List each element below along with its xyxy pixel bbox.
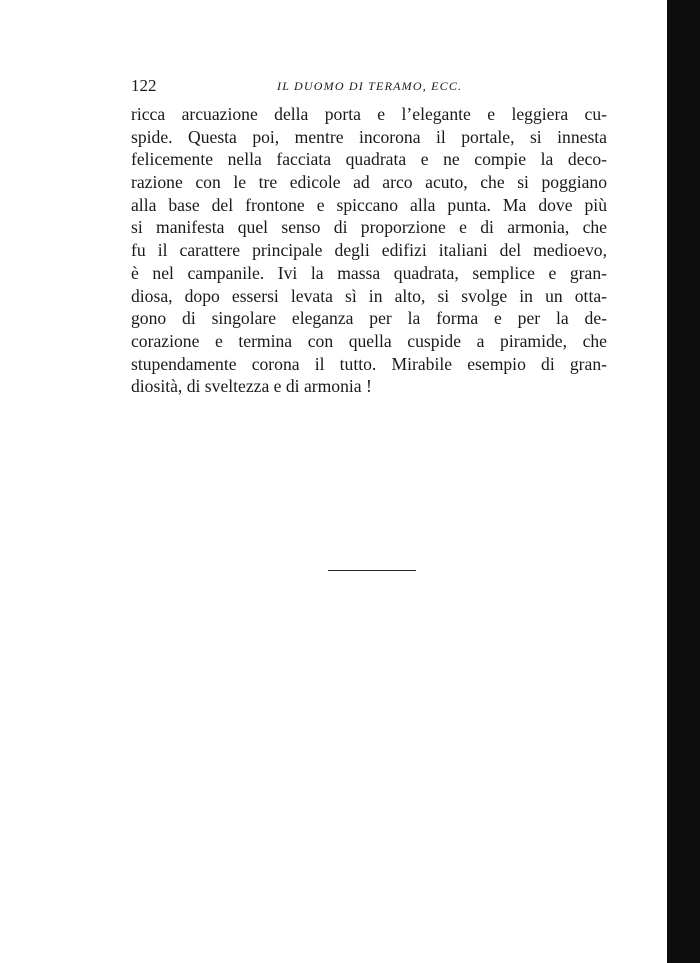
- page-number: 122: [131, 76, 157, 95]
- text-line: razione con le tre edicole ad arco acuto, che si poggiano: [131, 172, 607, 193]
- text-line: diosità, di sveltezza e di armonia !: [131, 376, 372, 397]
- section-divider-rule: [328, 570, 416, 571]
- text-line: alla base del frontone e spiccano alla punta. Ma dove più: [131, 194, 607, 215]
- text-line: corazione e termina con quella cuspide a piramide, che: [131, 330, 607, 351]
- body-paragraph: [131, 103, 607, 398]
- text-line: diosa, dopo essersi levata sì in alto, si svolge in un otta-: [131, 285, 607, 306]
- text-line: ricca arcuazione della porta e l’elegante e leggiera cu-: [131, 104, 607, 124]
- page-header: [131, 76, 607, 98]
- text-line: fu il carattere principale degli edifizi italiani del medioevo,: [131, 240, 607, 261]
- text-line: si manifesta quel senso di proporzione e di armonia, che: [131, 217, 607, 238]
- text-line: spide. Questa poi, mentre incorona il portale, si innesta: [131, 126, 607, 147]
- running-title: IL DUOMO DI TERAMO, ECC.: [277, 79, 463, 93]
- text-line: felicemente nella facciata quadrata e ne compie la deco-: [131, 149, 607, 170]
- scan-page-edge: [667, 0, 700, 963]
- text-line: gono di singolare eleganza per la forma e per la de-: [131, 308, 607, 329]
- text-line: è nel campanile. Ivi la massa quadrata, semplice e gran-: [131, 262, 607, 283]
- text-line: stupendamente corona il tutto. Mirabile esempio di gran-: [131, 353, 607, 374]
